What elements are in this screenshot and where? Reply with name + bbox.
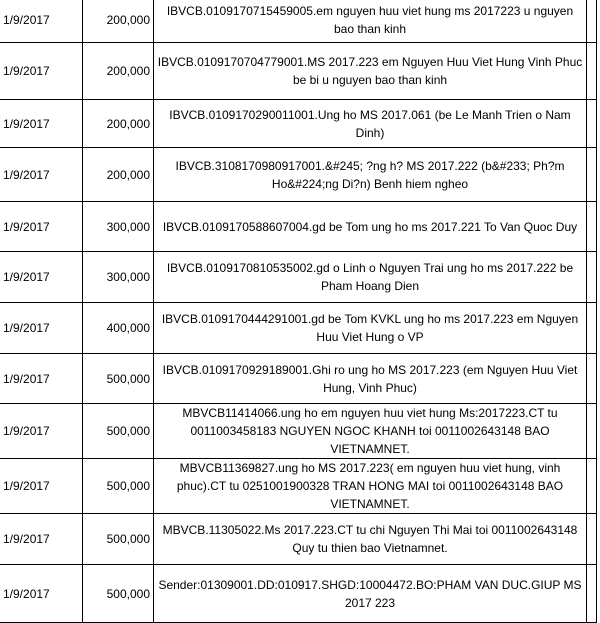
extra-cell (587, 148, 597, 202)
description-cell: IBVCB.3108170980917001.&#245; ?ng h? MS 2017.222 (b&#233; Ph?m Ho&#224;ng Di?n) Benh hiem ngheo (154, 148, 587, 202)
description-cell: MBVCB.11305022.Ms 2017.223.CT tu chi Nguyen Thi Mai toi 0011002643148 Quy tu thien bao Vietnamnet. (154, 514, 587, 565)
amount-cell: 300,000 (83, 202, 154, 252)
description-cell: IBVCB.0109170588607004.gd be Tom ung ho ms 2017.221 To Van Quoc Duy (154, 202, 587, 252)
date-cell: 1/9/2017 (0, 459, 83, 514)
date-cell: 1/9/2017 (0, 148, 83, 202)
extra-cell (587, 100, 597, 148)
date-cell: 1/9/2017 (0, 252, 83, 303)
amount-cell: 300,000 (83, 252, 154, 303)
table-row (0, 43, 597, 100)
extra-cell (587, 303, 597, 354)
table-row (0, 354, 597, 404)
extra-cell (587, 404, 597, 459)
table-row (0, 100, 597, 148)
extra-cell (587, 252, 597, 303)
extra-cell (587, 0, 597, 43)
description-cell: Sender:01309001.DD:010917.SHGD:10004472.BO:PHAM VAN DUC.GIUP MS 2017 223 (154, 565, 587, 623)
description-cell: IBVCB.0109170290011001.Ung ho MS 2017.061 (be Le Manh Trien o Nam Dinh) (154, 100, 587, 148)
table-row (0, 303, 597, 354)
date-cell: 1/9/2017 (0, 303, 83, 354)
description-cell: IBVCB.0109170704779001.MS 2017.223 em Nguyen Huu Viet Hung Vinh Phuc be bi u nguyen bao than kinh (154, 43, 587, 100)
description-cell: IBVCB.0109170810535002.gd o Linh o Nguyen Trai ung ho ms 2017.222 be Pham Hoang Dien (154, 252, 587, 303)
amount-cell: 200,000 (83, 148, 154, 202)
extra-cell (587, 43, 597, 100)
table-row (0, 459, 597, 514)
table-row (0, 0, 597, 43)
date-cell: 1/9/2017 (0, 514, 83, 565)
extra-cell (587, 565, 597, 623)
description-cell: MBVCB11369827.ung ho MS 2017.223( em nguyen huu viet hung, vinh phuc).CT tu 0251001900328 TRAN HONG MAI toi 0011002643148 BAO VIETNAMNET. (154, 459, 587, 514)
date-cell: 1/9/2017 (0, 0, 83, 43)
amount-cell: 500,000 (83, 565, 154, 623)
amount-cell: 500,000 (83, 404, 154, 459)
amount-cell: 200,000 (83, 0, 154, 43)
table-row (0, 565, 597, 623)
extra-cell (587, 354, 597, 404)
extra-cell (587, 202, 597, 252)
date-cell: 1/9/2017 (0, 43, 83, 100)
description-cell: MBVCB11414066.ung ho em nguyen huu viet hung Ms:2017223.CT tu 0011003458183 NGUYEN NGOC KHANH toi 0011002643148 BAO VIETNAMNET. (154, 404, 587, 459)
description-cell: IBVCB.0109170444291001.gd be Tom KVKL ung ho ms 2017.223 em Nguyen Huu Viet Hung o VP (154, 303, 587, 354)
amount-cell: 400,000 (83, 303, 154, 354)
table-row (0, 252, 597, 303)
table-row (0, 514, 597, 565)
date-cell: 1/9/2017 (0, 202, 83, 252)
date-cell: 1/9/2017 (0, 565, 83, 623)
table-row (0, 148, 597, 202)
amount-cell: 500,000 (83, 354, 154, 404)
table-row (0, 202, 597, 252)
extra-cell (587, 459, 597, 514)
amount-cell: 500,000 (83, 514, 154, 565)
date-cell: 1/9/2017 (0, 404, 83, 459)
amount-cell: 200,000 (83, 43, 154, 100)
date-cell: 1/9/2017 (0, 100, 83, 148)
extra-cell (587, 514, 597, 565)
description-cell: IBVCB.0109170715459005.em nguyen huu viet hung ms 2017223 u nguyen bao than kinh (154, 0, 587, 43)
amount-cell: 500,000 (83, 459, 154, 514)
table-row (0, 404, 597, 459)
amount-cell: 200,000 (83, 100, 154, 148)
date-cell: 1/9/2017 (0, 354, 83, 404)
description-cell: IBVCB.0109170929189001.Ghi ro ung ho MS 2017.223 (em Nguyen Huu Viet Hung, Vinh Phuc) (154, 354, 587, 404)
